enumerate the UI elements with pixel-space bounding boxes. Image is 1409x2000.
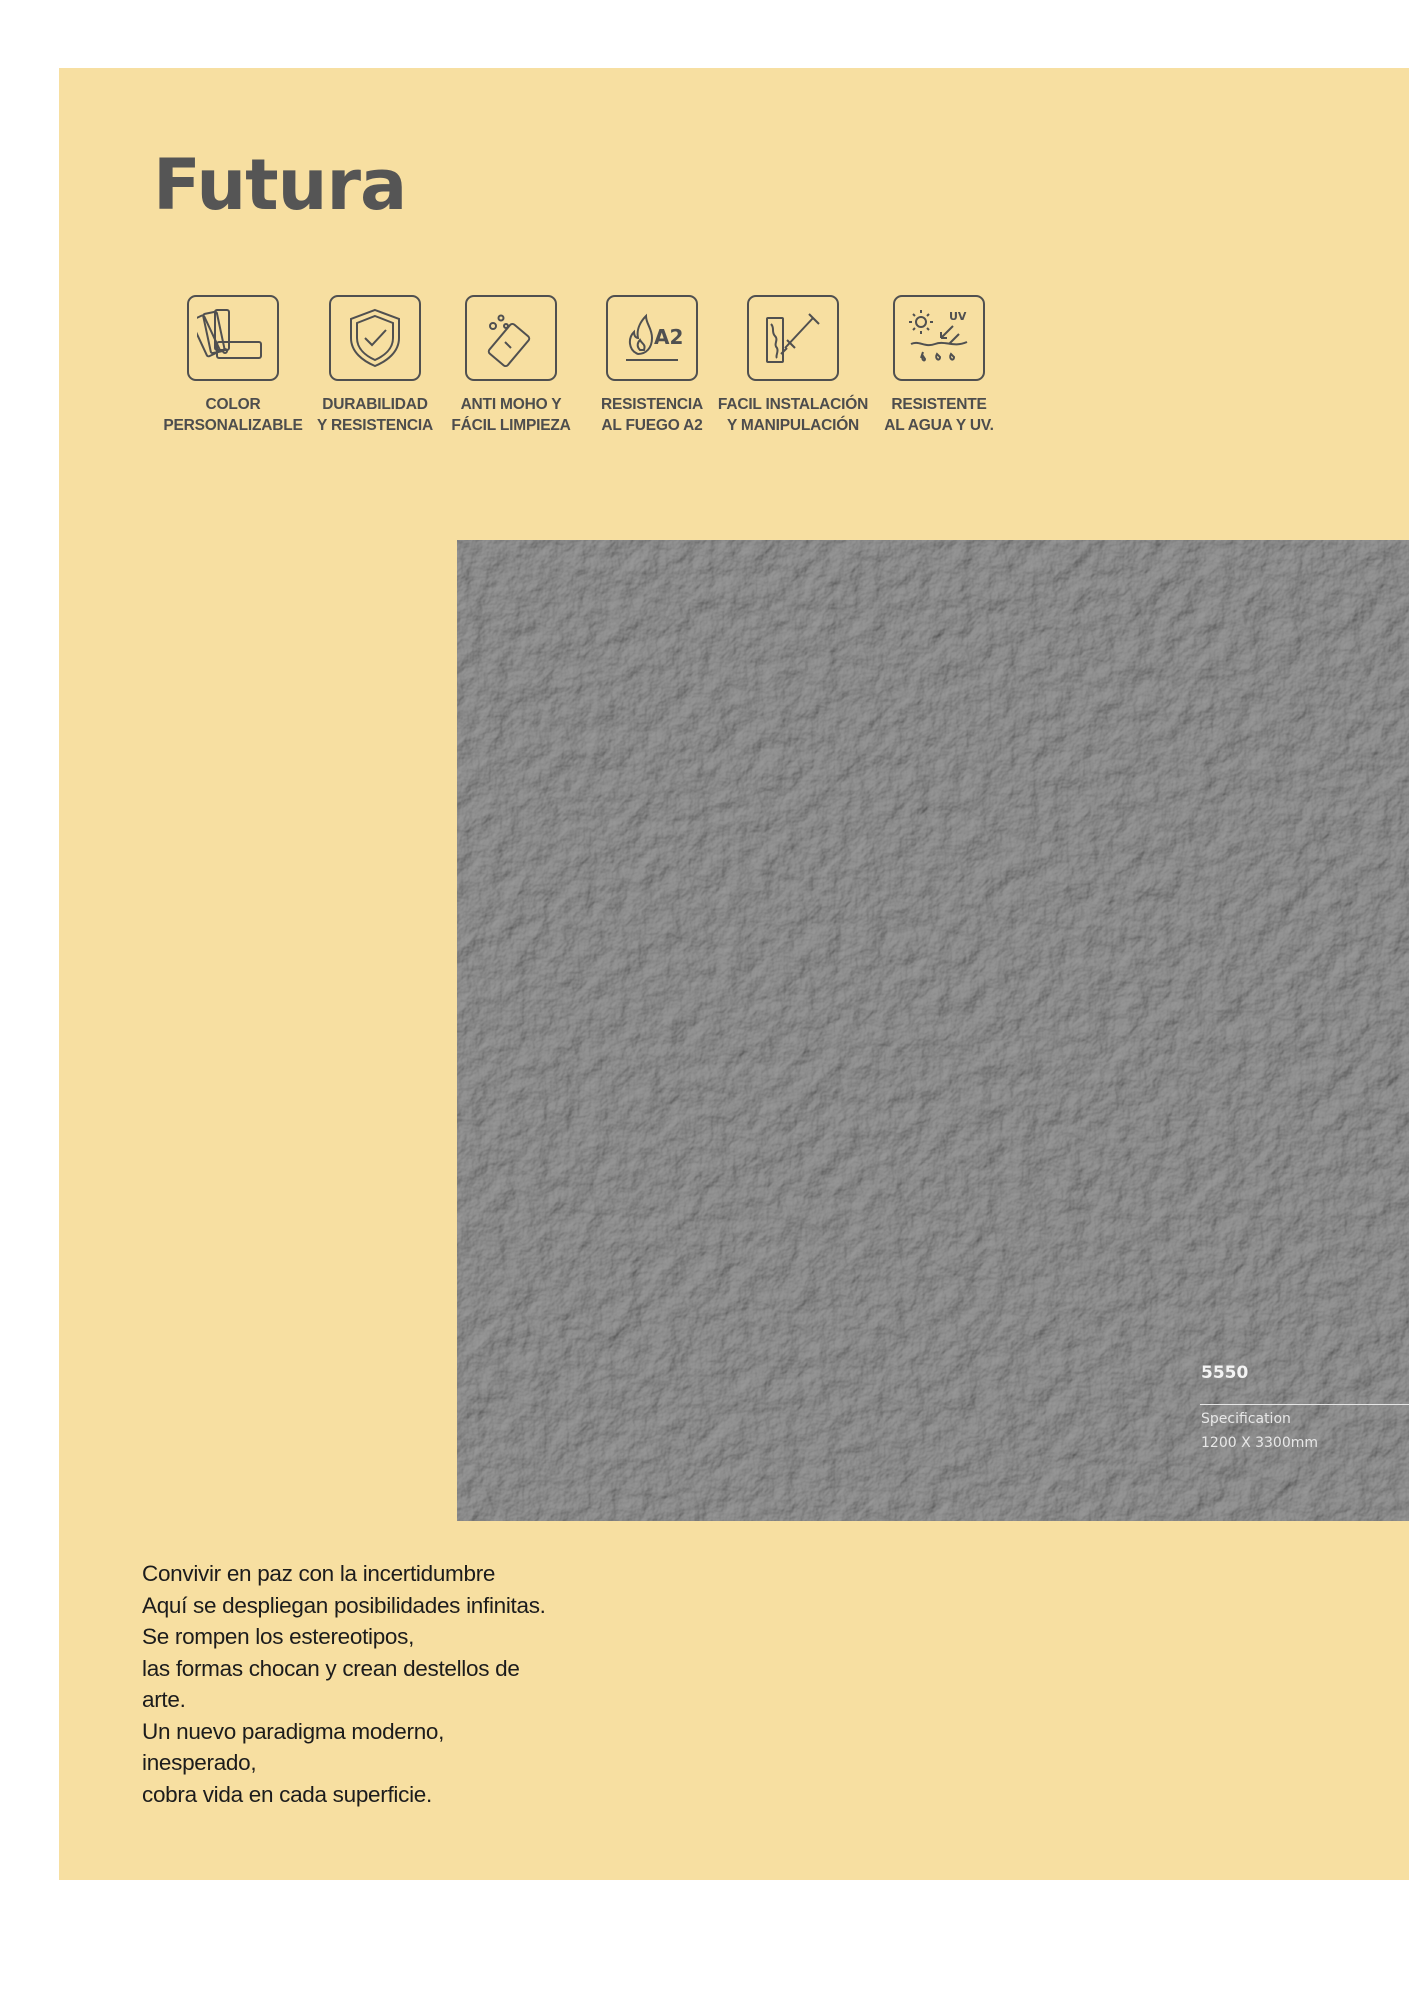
product-code: 5550 <box>1201 1363 1249 1383</box>
sun-uv-water-icon <box>893 295 985 381</box>
color-swatches-icon <box>187 295 279 381</box>
text-line: Se rompen los estereotipos, <box>142 1624 415 1649</box>
description-text <box>142 1558 546 1810</box>
feature-durability <box>300 295 450 436</box>
cleaning-panel-icon <box>465 295 557 381</box>
feature-label: RESISTENCIA AL FUEGO A2 <box>600 396 703 434</box>
texture-pattern <box>457 540 1409 1521</box>
feature-label: DURABILIDAD Y RESISTENCIA <box>317 396 433 434</box>
feature-label: RESISTENTE AL AGUA Y UV. <box>884 396 994 434</box>
text-line: Aquí se despliegan posibilidades infinitas. <box>142 1592 546 1618</box>
fire-a2-icon <box>606 295 698 381</box>
text-line: cobra vida en cada superficie. <box>142 1781 432 1807</box>
product-title: Futura <box>153 144 407 226</box>
svg-text:UV: UV <box>949 310 967 323</box>
spec-divider <box>1200 1404 1409 1405</box>
text-line: Convivir en paz con la incertidumbre <box>142 1561 496 1586</box>
feature-label: ANTI MOHO Y FÁCIL LIMPIEZA <box>451 396 571 434</box>
text-line: Un nuevo paradigma moderno, <box>142 1718 445 1744</box>
feature-installation <box>718 295 868 436</box>
texture-sample-image <box>457 540 1409 1521</box>
shield-check-icon <box>329 295 421 381</box>
install-tool-icon <box>747 295 839 381</box>
feature-label: FACIL INSTALACIÓN Y MANIPULACIÓN <box>717 396 869 434</box>
text-line: arte. <box>142 1687 186 1712</box>
spec-label: Specification <box>1201 1411 1291 1427</box>
text-line: inesperado, <box>142 1750 257 1775</box>
feature-color <box>158 295 308 436</box>
svg-text:A2: A2 <box>654 325 684 349</box>
text-line: las formas chocan y crean destellos de <box>142 1655 520 1681</box>
feature-fire-resistance <box>577 295 727 436</box>
feature-water-uv <box>864 295 1014 436</box>
feature-anti-mold <box>436 295 586 436</box>
feature-label: COLOR PERSONALIZABLE <box>163 396 303 434</box>
spec-dimensions: 1200 X 3300mm <box>1201 1435 1319 1451</box>
